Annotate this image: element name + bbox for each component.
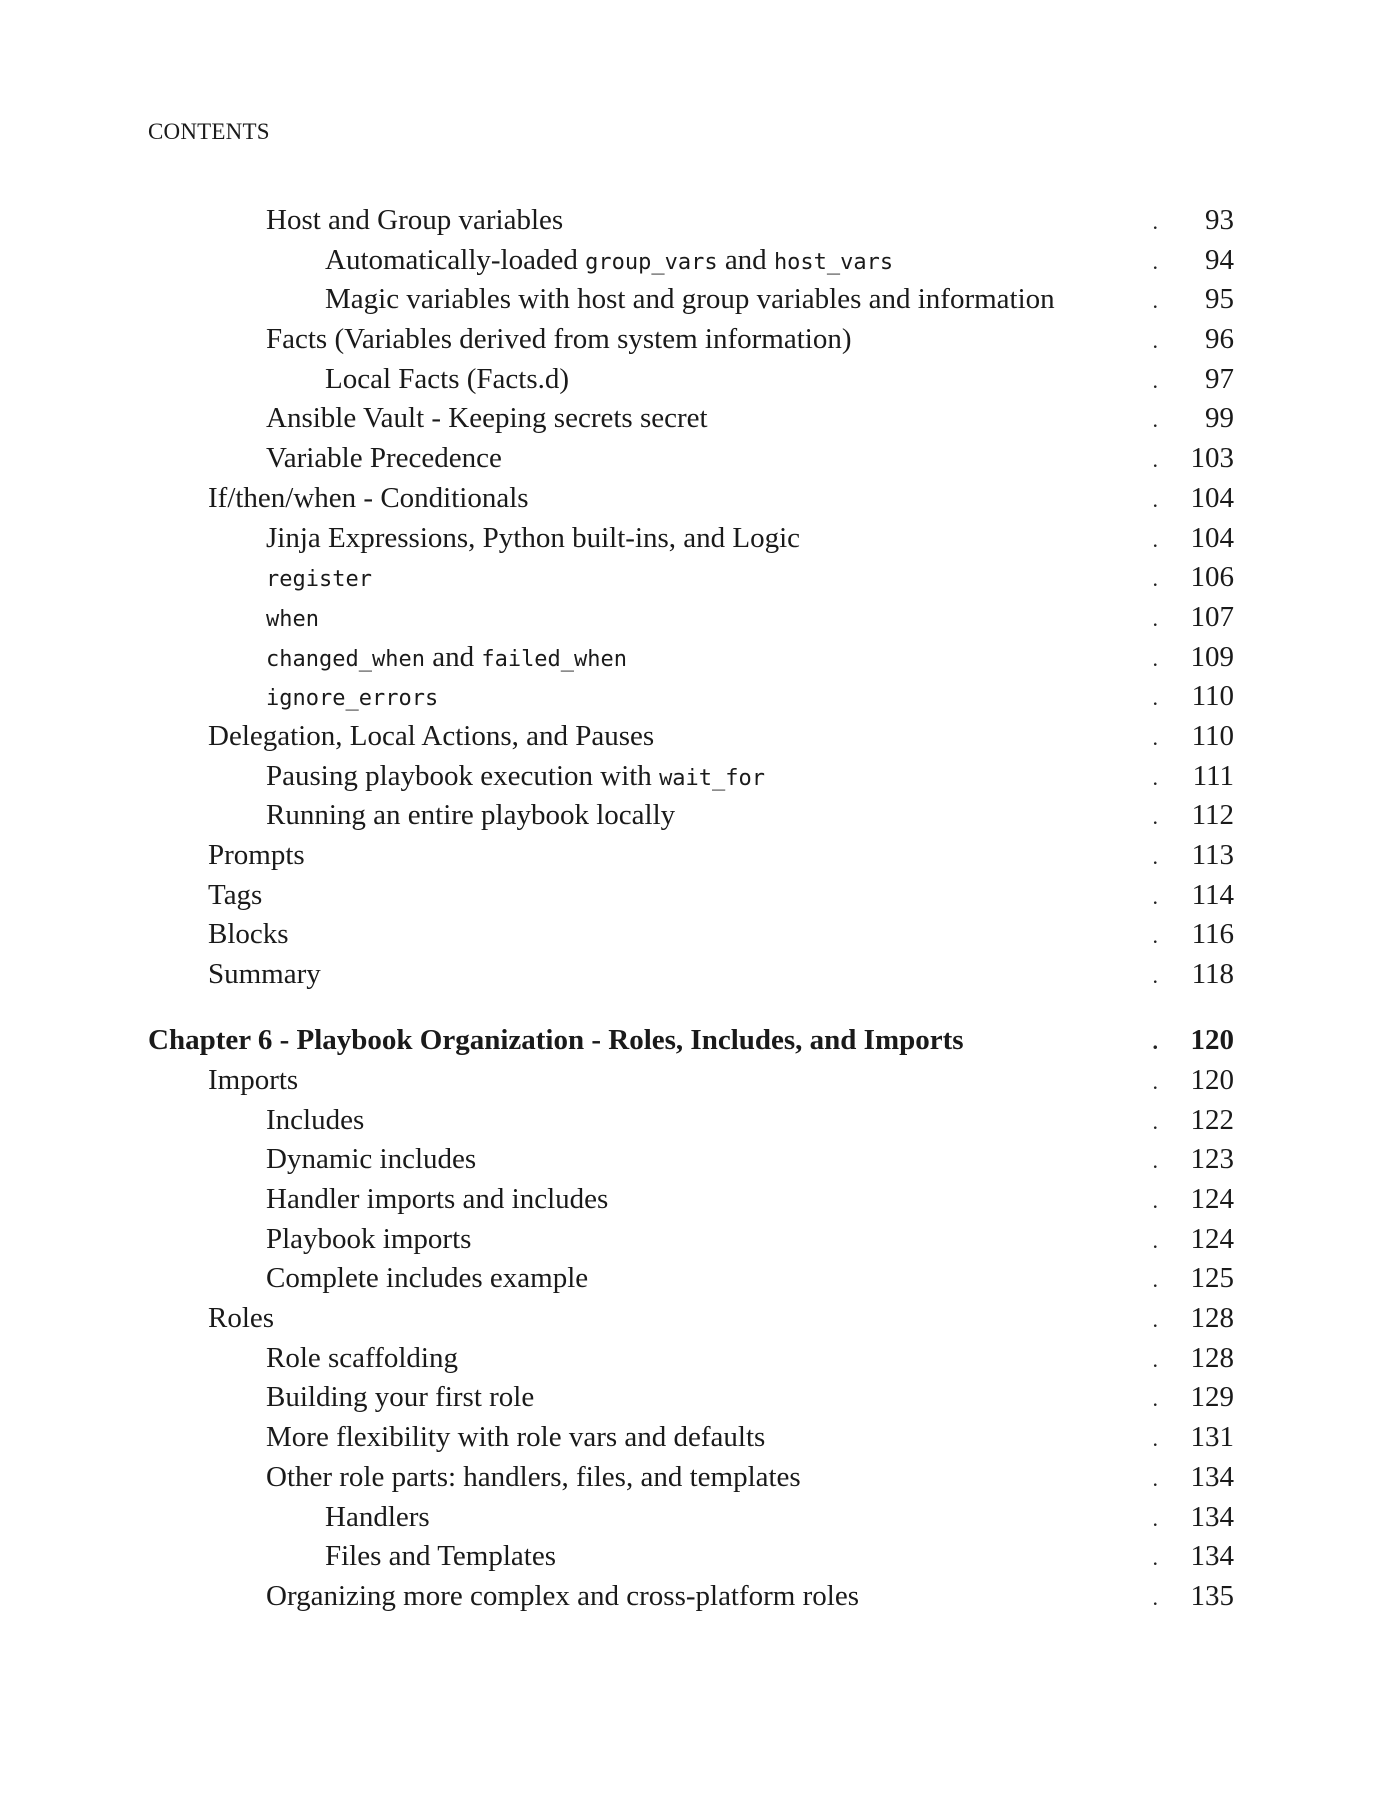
toc-entry-title [208, 836, 305, 876]
dot-leader: . [1152, 209, 1170, 234]
title-text: Pausing playbook execution with [266, 759, 660, 792]
toc-entry-title [208, 1061, 298, 1101]
toc-entry[interactable] [0, 876, 1400, 916]
toc-entry-title [148, 1021, 964, 1061]
dot-leader: . [1152, 963, 1170, 989]
title-text: Handlers [325, 1500, 430, 1533]
dot-leader: . [1152, 447, 1170, 473]
dot-leader: . [1152, 844, 1170, 869]
toc-entry[interactable] [0, 1061, 1400, 1101]
toc-entry-title [266, 1339, 458, 1379]
toc-entry-title [266, 1418, 765, 1458]
page-number: 116 [1191, 918, 1234, 951]
dot-leader: . [1152, 605, 1170, 631]
dot-leader: . [1152, 1068, 1170, 1094]
page-number: 110 [1191, 680, 1234, 713]
dot-leader: . [1152, 1584, 1170, 1610]
toc-entry[interactable] [0, 1299, 1400, 1339]
toc-entry[interactable] [0, 1378, 1400, 1418]
toc-entry[interactable] [0, 1418, 1400, 1458]
page-number: 96 [1205, 323, 1234, 356]
toc-entry[interactable] [0, 1101, 1400, 1141]
title-text: Role scaffolding [266, 1341, 458, 1374]
toc-entry-title [208, 1299, 274, 1339]
page-number: 94 [1205, 243, 1234, 276]
dot-leader: . [1152, 1426, 1170, 1452]
code-term: failed_when [481, 646, 628, 672]
page-number: 135 [1190, 1579, 1234, 1612]
toc-entry-title [208, 915, 289, 955]
title-text: Organizing more complex and cross-platform roles [266, 1579, 859, 1612]
page-number: 120 [1190, 1063, 1234, 1096]
page-number: 110 [1191, 719, 1234, 752]
toc-entry[interactable] [0, 399, 1400, 439]
title-text: Handler imports and includes [266, 1183, 609, 1215]
page-number: 118 [1191, 958, 1234, 991]
dot-leader: . [1152, 526, 1170, 552]
code-term: host_vars [773, 249, 894, 275]
dot-leader: . [1152, 685, 1170, 711]
dot-leader: . [1152, 883, 1170, 909]
toc-entry-title [208, 717, 654, 757]
dot-leader: . [1152, 764, 1170, 790]
dot-leader: . [1152, 1227, 1170, 1253]
toc-entry-title [266, 598, 319, 640]
page-number: 125 [1190, 1262, 1234, 1295]
page-number: 99 [1205, 402, 1234, 435]
code-term: when [266, 606, 319, 632]
toc-entry-title [266, 519, 800, 559]
code-term: group_vars [585, 249, 718, 275]
dot-leader: . [1152, 1029, 1170, 1055]
title-text: More flexibility with role vars and defaults [266, 1421, 766, 1454]
toc-entry[interactable] [0, 677, 1400, 717]
title-text: Running an entire playbook locally [266, 799, 676, 832]
toc-entry-title [266, 399, 708, 439]
toc-entry-title [208, 955, 321, 995]
title-text: Ansible Vault - Keeping secrets secret [266, 402, 708, 435]
code-term: changed_when [266, 646, 425, 672]
title-text: and [424, 640, 482, 673]
page-number: 104 [1190, 481, 1234, 514]
page-number: 104 [1190, 521, 1234, 554]
toc-entry-title [266, 1458, 801, 1498]
toc-entry-title [266, 796, 675, 836]
toc-entry-title [325, 241, 893, 283]
toc-entry[interactable] [0, 1259, 1400, 1299]
page-number: 114 [1191, 878, 1234, 911]
toc-entry[interactable] [0, 1140, 1400, 1180]
page-number: 122 [1190, 1103, 1234, 1136]
toc-entry[interactable] [0, 439, 1400, 479]
dot-leader: . [1152, 407, 1170, 433]
dot-leader: . [1152, 248, 1170, 274]
page-number: 112 [1191, 799, 1234, 832]
toc-entry[interactable] [0, 1339, 1400, 1379]
page-number: 107 [1190, 600, 1234, 633]
title-text: Magic variables with host and group variables and information [325, 283, 1055, 316]
toc-entry[interactable] [0, 915, 1400, 955]
title-text: Local Facts (Facts.d) [325, 362, 570, 395]
toc-entry[interactable] [0, 1220, 1400, 1260]
code-term: ignore_errors [266, 686, 439, 712]
dot-leader: . [1152, 486, 1170, 512]
title-text: Includes [266, 1103, 365, 1136]
toc-entry[interactable] [0, 1458, 1400, 1498]
title-text: Dynamic includes [266, 1143, 477, 1176]
toc-entry-title [325, 1498, 430, 1538]
dot-leader: . [1152, 1386, 1170, 1412]
title-text: Tags [208, 878, 263, 911]
title-text: Playbook imports [266, 1222, 472, 1255]
toc-entry-title [266, 757, 765, 799]
page-number: 109 [1190, 640, 1234, 673]
dot-leader: . [1152, 1346, 1170, 1372]
toc-entry[interactable] [0, 320, 1400, 360]
page-number: 113 [1191, 839, 1234, 871]
page-number: 111 [1192, 759, 1234, 792]
toc-entry[interactable] [0, 280, 1400, 320]
dot-leader: . [1152, 1267, 1170, 1293]
toc-entry-title [266, 320, 851, 360]
title-text: Other role parts: handlers, files, and templates [266, 1460, 801, 1493]
toc-entry-title [266, 439, 502, 479]
dot-leader: . [1152, 328, 1170, 354]
title-text: Jinja Expressions, Python built-ins, and Logic [266, 521, 801, 554]
dot-leader: . [1152, 1465, 1170, 1491]
toc-entry-title [266, 1577, 859, 1617]
page-number: 134 [1190, 1540, 1234, 1573]
dot-leader: . [1152, 566, 1170, 592]
dot-leader: . [1152, 645, 1170, 671]
title-text: Complete includes example [266, 1262, 589, 1295]
dot-leader: . [1152, 1188, 1170, 1213]
dot-leader: . [1152, 1148, 1170, 1174]
toc-entry[interactable] [0, 955, 1400, 995]
toc-entry-title [266, 1140, 476, 1180]
title-text: Blocks [208, 918, 289, 951]
page-number: 131 [1190, 1421, 1234, 1454]
page-number: 124 [1190, 1222, 1234, 1255]
toc-entry-title [266, 1101, 364, 1141]
toc-entry[interactable] [0, 360, 1400, 400]
title-text: Variable Precedence [266, 442, 502, 475]
toc-entry[interactable] [0, 1180, 1400, 1220]
dot-leader: . [1152, 1545, 1170, 1571]
toc-entry-title [266, 1220, 471, 1260]
title-text: Host and Group variables [266, 204, 564, 236]
title-text: If/then/when - Conditionals [208, 481, 529, 514]
title-text: Imports [208, 1063, 299, 1096]
toc-entry[interactable] [0, 757, 1400, 797]
dot-leader: . [1152, 1108, 1170, 1134]
title-text: Prompts [208, 839, 305, 871]
code-term: wait_for [659, 765, 766, 791]
page-number: 120 [1190, 1024, 1234, 1057]
page-number: 103 [1190, 442, 1234, 475]
toc-entry[interactable] [0, 1498, 1400, 1538]
page-number: 95 [1205, 283, 1234, 316]
running-head: CONTENTS [148, 119, 270, 144]
table-of-contents [0, 201, 1400, 1617]
toc-entry[interactable] [0, 1537, 1400, 1577]
page-number: 134 [1190, 1500, 1234, 1533]
title-text: Building your first role [266, 1381, 535, 1414]
dot-leader: . [1152, 367, 1170, 393]
dot-leader: . [1152, 1505, 1170, 1531]
toc-entry[interactable] [0, 836, 1400, 876]
toc-entry[interactable] [0, 598, 1400, 638]
dot-leader: . [1152, 724, 1170, 750]
toc-entry[interactable] [0, 558, 1400, 598]
title-text: Delegation, Local Actions, and Pauses [208, 719, 655, 752]
title-text: Chapter 6 - Playbook Organization - Roles, Includes, and Imports [148, 1024, 964, 1057]
code-term: register [266, 567, 372, 593]
toc-entry[interactable] [0, 638, 1400, 678]
page-number: 128 [1190, 1302, 1234, 1335]
title-text: and [717, 243, 774, 276]
title-text: Automatically-loaded [325, 243, 586, 276]
toc-entry-title [208, 479, 529, 519]
toc-entry[interactable] [0, 241, 1400, 281]
toc-entry-title [325, 360, 569, 400]
dot-leader: . [1152, 923, 1170, 949]
page-number: 97 [1205, 362, 1234, 395]
page-number: 129 [1190, 1381, 1234, 1414]
toc-entry[interactable] [0, 1577, 1400, 1617]
toc-entry[interactable] [0, 519, 1400, 559]
page-number: 124 [1190, 1183, 1234, 1215]
page-number: 93 [1205, 204, 1234, 236]
toc-entry-title [325, 280, 1055, 320]
toc-entry[interactable] [0, 201, 1400, 241]
page-number: 134 [1190, 1460, 1234, 1493]
toc-entry-title [325, 1537, 556, 1577]
toc-entry-title [208, 876, 262, 916]
page-number: 106 [1190, 561, 1234, 594]
title-text: Facts (Variables derived from system information) [266, 323, 852, 356]
dot-leader: . [1152, 1307, 1170, 1333]
title-text: Files and Templates [325, 1540, 557, 1573]
toc-entry[interactable] [0, 717, 1400, 757]
toc-entry-title [266, 677, 438, 719]
toc-chapter-entry[interactable] [0, 1021, 1400, 1061]
page-number: 123 [1190, 1143, 1234, 1176]
dot-leader: . [1152, 288, 1170, 314]
toc-entry-title [266, 558, 372, 600]
title-text: Roles [208, 1302, 275, 1335]
toc-entry-title [266, 201, 563, 241]
toc-entry[interactable] [0, 796, 1400, 836]
toc-entry-title [266, 638, 627, 680]
toc-entry[interactable] [0, 479, 1400, 519]
toc-entry-title [266, 1259, 588, 1299]
toc-entry-title [266, 1378, 534, 1418]
page-number: 128 [1190, 1341, 1234, 1374]
dot-leader: . [1152, 804, 1170, 830]
title-text: Summary [208, 958, 321, 991]
toc-entry-title [266, 1180, 608, 1220]
